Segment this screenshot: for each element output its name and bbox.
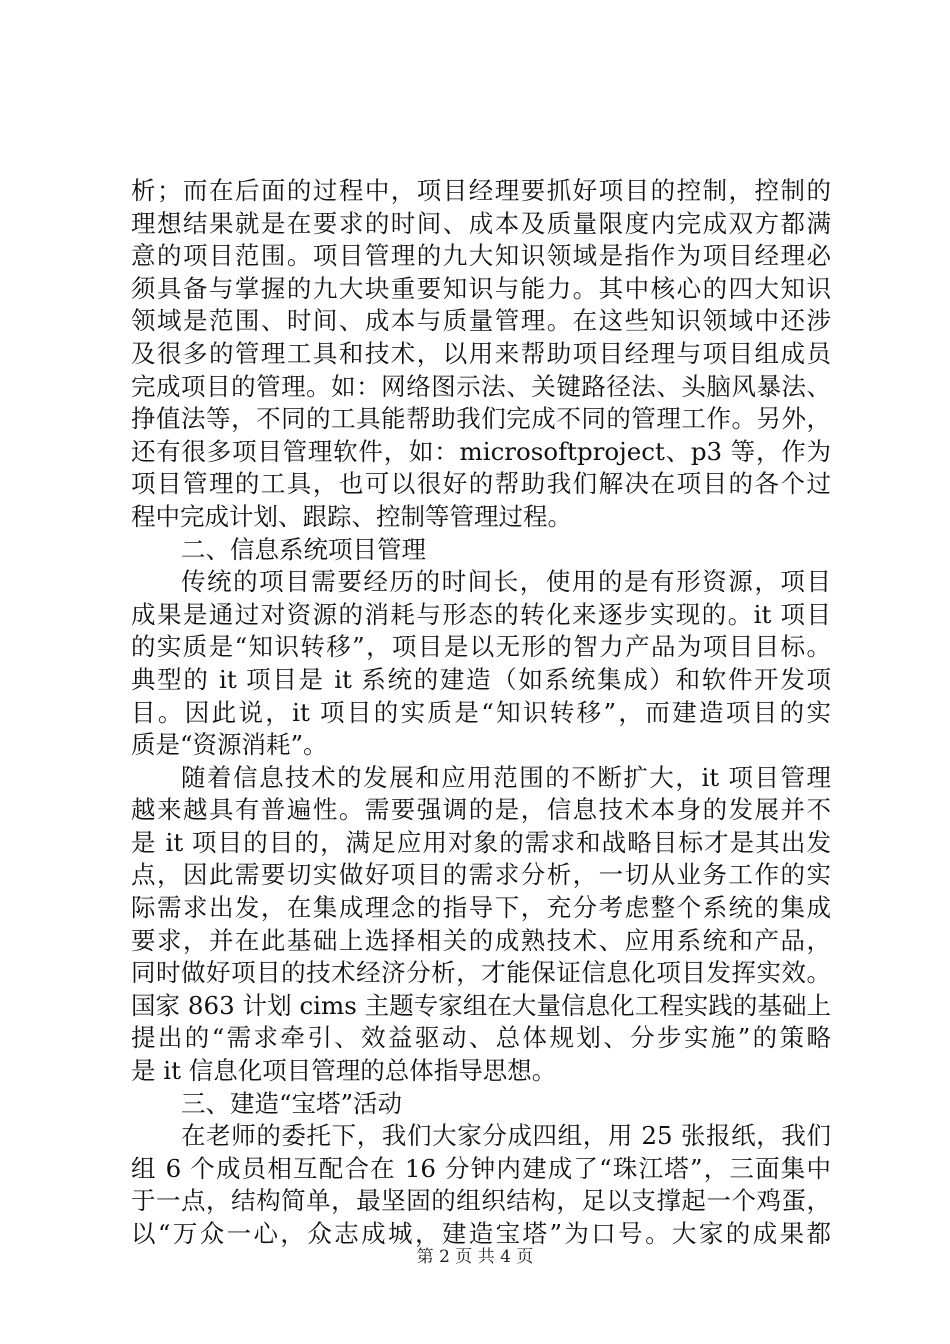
- text-line: 目。因此说，it 项目的实质是“知识转移”，而建造项目的实: [131, 697, 831, 727]
- text-line: 及很多的管理工具和技术，以用来帮助项目经理与项目组成员: [131, 338, 831, 368]
- text-line: 完成项目的管理。如：网络图示法、关键路径法、头脑风暴法、: [131, 371, 831, 401]
- text-line: 是 it 信息化项目管理的总体指导思想。: [131, 1056, 557, 1086]
- text-line: 越来越具有普遍性。需要强调的是，信息技术本身的发展并不: [131, 795, 831, 825]
- text-line: 析；而在后面的过程中，项目经理要抓好项目的控制，控制的: [131, 176, 831, 205]
- page-footer: 第 2 页 共 4 页: [416, 1247, 534, 1267]
- text-line: 传统的项目需要经历的时间长，使用的是有形资源，项目: [181, 567, 831, 597]
- text-line: 质是“资源消耗”。: [131, 730, 328, 760]
- text-line: 同时做好项目的技术经济分析，才能保证信息化项目发挥实效。: [131, 958, 831, 988]
- text-line: 程中完成计划、跟踪、控制等管理过程。: [131, 501, 572, 531]
- text-line: 际需求出发，在集成理念的指导下，充分考虑整个系统的集成: [131, 893, 831, 923]
- text-line: 二、信息系统项目管理: [181, 534, 426, 564]
- text-line: 在老师的委托下，我们大家分成四组，用 25 张报纸，我们: [181, 1121, 831, 1151]
- text-line: 还有很多项目管理软件，如：microsoftproject、p3 等，作为: [131, 436, 831, 466]
- text-line: 三、建造“宝塔”活动: [181, 1088, 403, 1118]
- text-line: 意的项目范围。项目管理的九大知识领域是指作为项目经理必: [131, 241, 831, 271]
- document-body: [131, 175, 831, 1251]
- text-line: 点，因此需要切实做好项目的需求分析，一切从业务工作的实: [131, 860, 831, 890]
- text-line: 项目管理的工具，也可以很好的帮助我们解决在项目的各个过: [131, 469, 831, 499]
- text-line: 领域是范围、时间、成本与质量管理。在这些知识领域中还涉: [131, 306, 831, 336]
- text-line: 的实质是“知识转移”，项目是以无形的智力产品为项目目标。: [131, 632, 831, 662]
- text-line: 是 it 项目的目的，满足应用对象的需求和战略目标才是其出发: [131, 827, 831, 857]
- text-line: 须具备与掌握的九大块重要知识与能力。其中核心的四大知识: [131, 273, 831, 303]
- text-line: 成果是通过对资源的消耗与形态的转化来逐步实现的。it 项目: [131, 599, 831, 629]
- text-line: 随着信息技术的发展和应用范围的不断扩大，it 项目管理: [181, 762, 831, 792]
- text-line: 挣值法等，不同的工具能帮助我们完成不同的管理工作。另外，: [131, 404, 831, 434]
- text-line: 要求，并在此基础上选择相关的成熟技术、应用系统和产品，: [131, 925, 831, 955]
- text-line: 以“万众一心，众志成城，建造宝塔”为口号。大家的成果都: [131, 1219, 831, 1248]
- text-line: 典型的 it 项目是 it 系统的建造（如系统集成）和软件开发项: [131, 664, 831, 694]
- text-line: 组 6 个成员相互配合在 16 分钟内建成了“珠江塔”，三面集中: [131, 1153, 831, 1183]
- text-line: 提出的“需求牵引、效益驱动、总体规划、分步实施”的策略: [131, 1023, 831, 1053]
- text-line: 理想结果就是在要求的时间、成本及质量限度内完成双方都满: [131, 208, 831, 238]
- text-line: 国家 863 计划 cims 主题专家组在大量信息化工程实践的基础上: [131, 990, 831, 1020]
- text-line: 于一点，结构简单，最坚固的组织结构，足以支撑起一个鸡蛋，: [131, 1186, 831, 1216]
